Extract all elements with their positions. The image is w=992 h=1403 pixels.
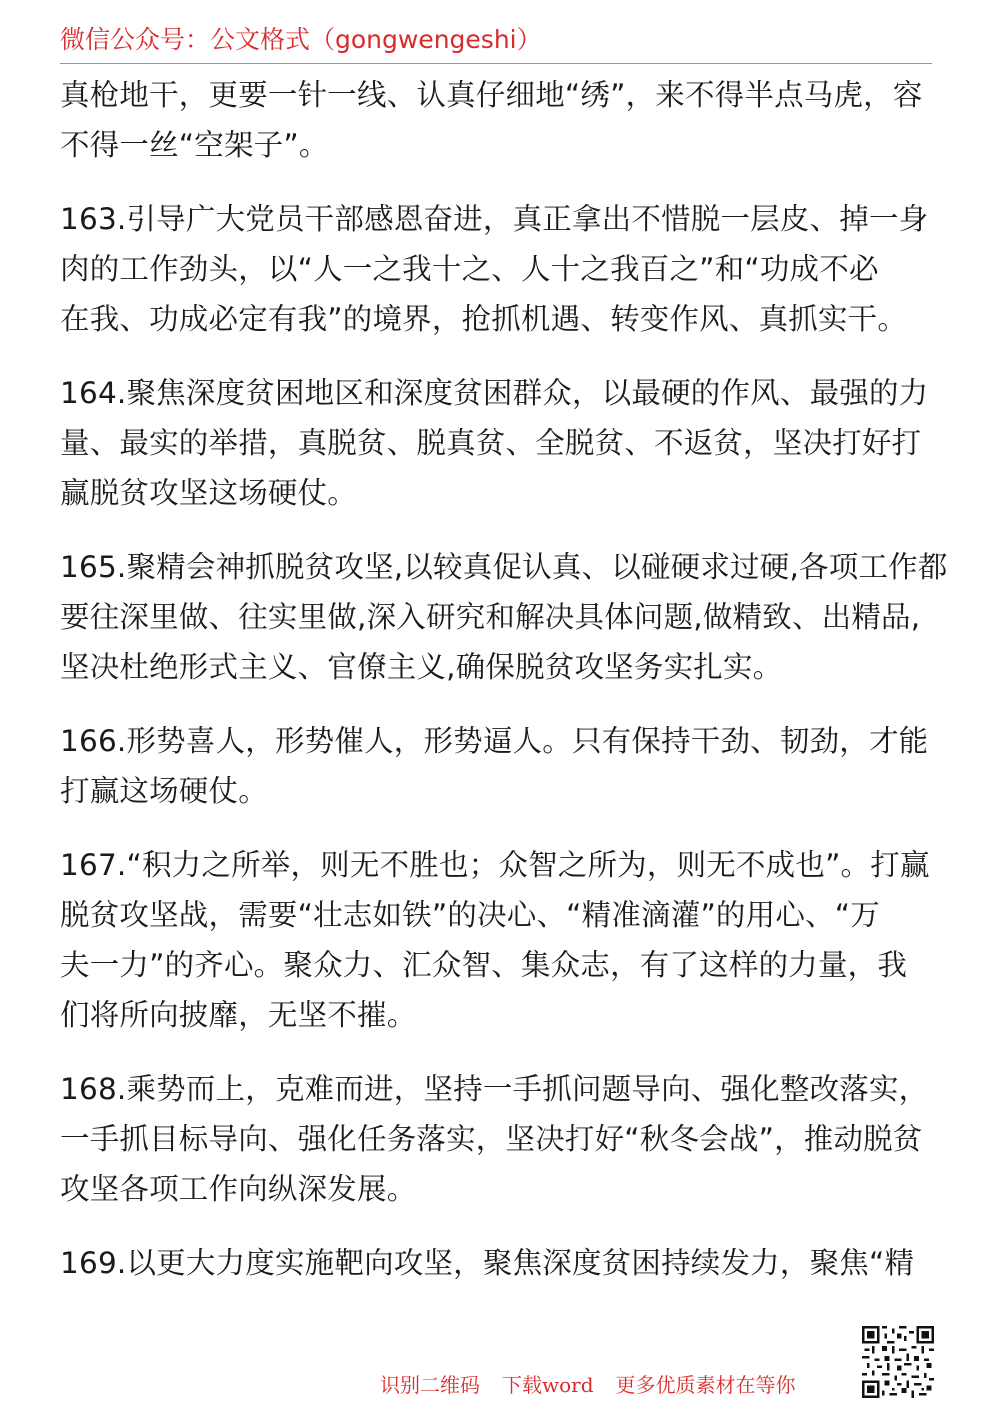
paragraph-line: 真枪地干，更要一针一线、认真仔细地“绣”，来不得半点马虎，容 bbox=[60, 78, 923, 112]
paragraph-line: 打赢这场硬仗。 bbox=[60, 774, 268, 808]
paragraph-line: 肉的工作劲头，以“人一之我十之、人十之我百之”和“功成不必 bbox=[60, 252, 879, 286]
paragraph-line: 要往深里做、往实里做,深入研究和解决具体问题,做精致、出精品, bbox=[60, 600, 921, 634]
paragraph-line: 坚决杜绝形式主义、官僚主义,确保脱贫攻坚务实扎实。 bbox=[60, 650, 783, 684]
paragraph-169 bbox=[60, 1238, 940, 1288]
paragraph-line: 166.形势喜人，形势催人，形势逼人。只有保持干劲、韧劲，才能 bbox=[60, 724, 929, 758]
paragraph-line: 们将所向披靡，无坚不摧。 bbox=[60, 998, 417, 1032]
paragraph-line: 脱贫攻坚战，需要“壮志如铁”的决心、“精准滴灌”的用心、“万 bbox=[60, 898, 880, 932]
paragraph-line: 不得一丝“空架子”。 bbox=[60, 128, 329, 162]
footer-promo bbox=[380, 1372, 796, 1398]
paragraph-164 bbox=[60, 368, 940, 518]
paragraph-line: 赢脱贫攻坚这场硬仗。 bbox=[60, 476, 358, 510]
paragraph-line: 在我、功成必定有我”的境界，抢抓机遇、转变作风、真抓实干。 bbox=[60, 302, 908, 336]
paragraph-line: 一手抓目标导向、强化任务落实，坚决打好“秋冬会战”，推动脱贫 bbox=[60, 1122, 923, 1156]
paragraph-165 bbox=[60, 542, 948, 692]
paragraph-line: 164.聚焦深度贫困地区和深度贫困群众，以最硬的作风、最强的力 bbox=[60, 376, 929, 410]
paragraph-continued bbox=[60, 70, 940, 170]
paragraph-line: 168.乘势而上，克难而进，坚持一手抓问题导向、强化整改落实， bbox=[60, 1072, 929, 1106]
paragraph-line: 夫一力”的齐心。聚众力、汇众智、集众志，有了这样的力量，我 bbox=[60, 948, 908, 982]
account-header: 微信公众号：公文格式（gongwengeshi） bbox=[60, 25, 542, 54]
more-materials-label: 更多优质素材在等你 bbox=[615, 1373, 796, 1397]
paragraph-166 bbox=[60, 716, 940, 816]
paragraph-line: 169.以更大力度实施靶向攻坚，聚焦深度贫困持续发力，聚焦“精 bbox=[60, 1246, 915, 1280]
paragraph-168 bbox=[60, 1064, 940, 1214]
paragraph-163 bbox=[60, 194, 940, 344]
paragraph-line: 167.“积力之所举，则无不胜也；众智之所为，则无不成也”。打赢 bbox=[60, 848, 930, 882]
header-divider bbox=[60, 63, 932, 64]
download-word-link[interactable]: 下载word bbox=[502, 1373, 594, 1397]
paragraph-line: 量、最实的举措，真脱贫、脱真贫、全脱贫、不返贫，坚决打好打 bbox=[60, 426, 922, 460]
paragraph-line: 攻坚各项工作向纵深发展。 bbox=[60, 1172, 417, 1206]
paragraph-167 bbox=[60, 840, 940, 1040]
scan-qr-label: 识别二维码 bbox=[380, 1373, 480, 1397]
paragraph-line: 163.引导广大党员干部感恩奋进，真正拿出不惜脱一层皮、掉一身 bbox=[60, 202, 929, 236]
document-body bbox=[60, 70, 948, 1312]
paragraph-line: 165.聚精会神抓脱贫攻坚,以较真促认真、以碰硬求过硬,各项工作都 bbox=[60, 550, 948, 584]
qr-code-icon[interactable] bbox=[862, 1326, 934, 1398]
